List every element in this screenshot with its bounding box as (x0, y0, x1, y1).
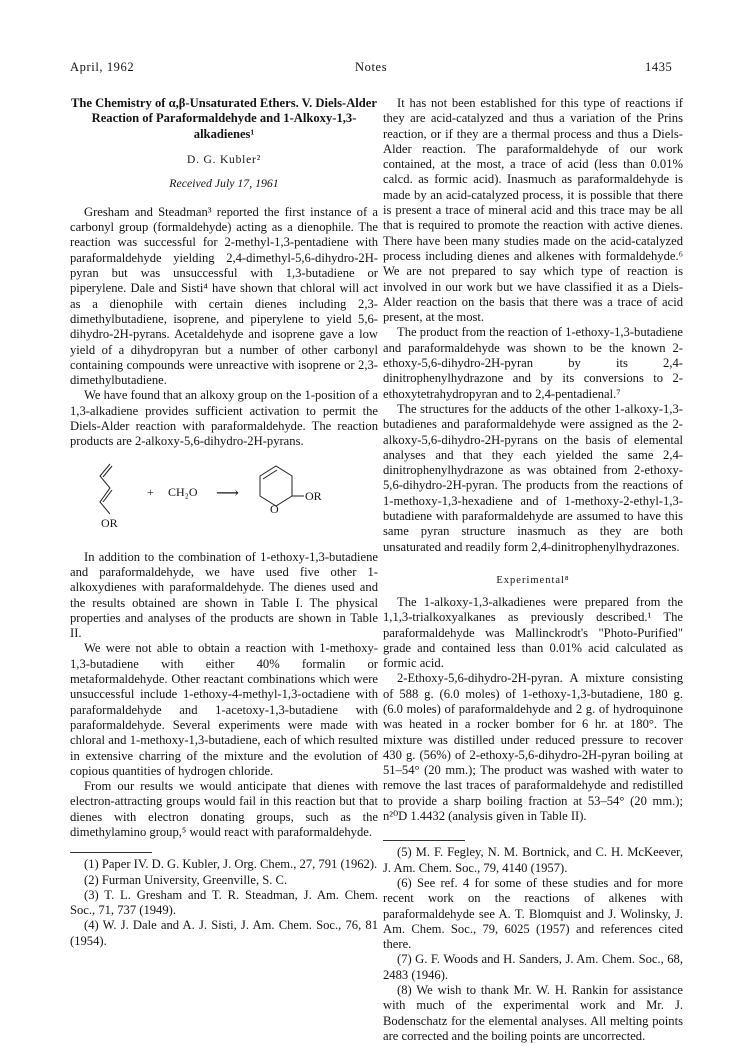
diene-substituent: OR (101, 515, 118, 530)
left-column (70, 96, 378, 949)
right-column (383, 96, 683, 1044)
header-left: April, 1962 (70, 60, 135, 74)
reaction-arrow: ⟶ (216, 484, 239, 502)
paragraph: It has not been established for this type of reactions if they are acid-catalyzed and thus a variation of the Prins reaction, or if they are a thermal process and thus a Diels-Alder reaction. The paraformaldehyde of our work contained, at the most, a trace of acid (less than 0.01% calcd. as formic acid). Inasmuch as paraformaldehyde is made by an acid-catalyzed process, it is possible that there is present a trace of mineral acid and this trace may be all that is required to promote the reaction with active dienes. There have been many studies made on the acid-catalyzed process including dienes and alkenes with formaldehyde.⁶ We are not prepared to say which type of reaction is involved in our work but we have classified it as a Diels-Alder reaction on the basis that there was a trace of acid present, at the most. (383, 96, 683, 325)
page-number: 1435 (645, 60, 673, 74)
footnote: (4) W. J. Dale and A. J. Sisti, J. Am. Chem. Soc., 76, 81 (1954). (70, 918, 378, 948)
paragraph: We were not able to obtain a reaction with 1-methoxy-1,3-butadiene with either 40% formalin or metaformaldehyde. Other reactant combinations which were unsuccessful include 1-ethoxy-4-methyl-1,3-octadiene with paraformaldehyde and 1-acetoxy-1,3-butadiene with paraformaldehyde. Several experiments were made with chloral and 1-methoxy-1,3-butadiene, each of which resulted in extensive charring of the mixture and the evolution of copious quantities of hydrogen chloride. (70, 641, 378, 778)
received-date: Received July 17, 1961 (169, 175, 279, 190)
footnote: (3) T. L. Gresham and T. R. Steadman, J. Am. Chem. Soc., 71, 737 (1949). (70, 887, 378, 918)
paragraph: The structures for the adducts of the other 1-alkoxy-1,3-butadienes and paraformaldehyde were assigned as the 2-alkoxy-5,6-dihydro-2H-pyrans on the basis of elemental analyses and that they each yielded the same 2,4-dinitrophenylhydrazone as was obtained from 2-ethoxy-5,6-dihydro-2H-pyran. The products from the reactions of 1-methoxy-1,3-hexadiene and of 1-methoxy-2-ethyl-1,3-butadiene with paraformaldehyde are assumed to have this same pyran structure inasmuch as they are both unsaturated and readily form 2,4-dinitrophenylhydrazones. (383, 401, 683, 554)
paragraph: The product from the reaction of 1-ethoxy-1,3-butadiene and paraformaldehyde was shown to be the known 2-ethoxy-5,6-dihydro-2H-pyran by its 2,4-dinitrophenylhydrazone and by its conversions to 2-ethoxytetrahydropyran and to 2,4-pentadienal.⁷ (383, 325, 683, 401)
footnote-rule (70, 852, 152, 853)
pyran-substituent: OR (305, 488, 322, 503)
paragraph: Gresham and Steadman³ reported the first instance of a carbonyl group (formaldehyde) acting as a dienophile. The reaction was successful for 2-methyl-1,3-pentadiene with paraformaldehyde yielding 2,4-dimethyl-5,6-dihydro-2H-pyran but was unsuccessful with 1,3-butadiene or piperylene. Dale and Sisti⁴ have shown that chloral will act as a dienophile with certain dienes including 2,3-dimethylbutadiene, isoprene, and piperylene to yield 5,6-dihydro-2H-pyrans. Acetaldehyde and isoprene gave a low yield of a dihydropyran but a number of other carbonyl containing compounds were unreactive with isoprene or 2,3-dimethylbutadiene. (70, 204, 378, 388)
article-title: The Chemistry of α,β-Unsaturated Ethers. V. Diels-Alder Reaction of Paraformaldehyde and 1-Alkoxy-1,3-alkadienes¹ (71, 96, 377, 141)
footnote: (5) M. F. Fegley, N. M. Bortnick, and C. H. McKeever, J. Am. Chem. Soc., 79, 4140 (1957). (383, 845, 683, 875)
footnote: (7) G. F. Woods and H. Sanders, J. Am. Chem. Soc., 68, 2483 (1946). (383, 952, 683, 982)
author: D. G. Kubler² (187, 153, 261, 166)
footnote: (1) Paper IV. D. G. Kubler, J. Org. Chem., 27, 791 (1962). (84, 857, 378, 872)
experimental-heading: Experimental⁸ (496, 574, 570, 586)
experimental-paragraph: The 1-alkoxy-1,3-alkadienes were prepared from the 1,1,3-trialkoxyalkanes as previously described.¹ The paraformaldehyde was Mallinckrodt's "Photo-Purified" grade and contained less than 0.01% acid calculated as formic acid. (383, 594, 683, 671)
reagent-formula: CH₂O (168, 484, 198, 499)
header-center: Notes (355, 60, 388, 74)
footnote: (6) See ref. 4 for some of these studies and for more recent work on the reactions of alkenes with paraformaldehyde see A. T. Blomquist and J. Wolinsky, J. Am. Chem. Soc., 79, 6025 (1957) and references cited there. (383, 875, 683, 952)
paragraph: We have found that an alkoxy group on the 1-position of a 1,3-alkadiene provides sufficient activation to permit the Diels-Alder reaction with paraformaldehyde. The reaction products are 2-alkoxy-5,6-dihydro-2H-pyrans. (70, 388, 378, 449)
paragraph: In addition to the combination of 1-ethoxy-1,3-butadiene and paraformaldehyde, we have used five other 1-alkoxydienes with paraformaldehyde. The dienes used and the results obtained are shown in Table I. The physical properties and analyses of the products are shown in Table II. (70, 549, 378, 641)
ring-oxygen: O (270, 501, 279, 516)
experimental-paragraph: 2-Ethoxy-5,6-dihydro-2H-pyran. A mixture consisting of 588 g. (6.0 moles) of 1-ethoxy-1,3-butadiene, 180 g. (6.0 moles) of paraformaldehyde and 2 g. of hydroquinone was heated in a rocker bomber for 6 hr. at 180°. The mixture was distilled under reduced pressure to recover 430 g. (56%) of 2-ethoxy-5,6-dihydro-2H-pyran boiling at 51–54° (20 mm.); The product was washed with water to remove the last traces of paraformaldehyde and redistilled to provide a sharp boiling fraction at 53–54° (20 mm.); n²⁰D 1.4432 (analysis given in Table II). (383, 671, 683, 824)
plus-sign: + (147, 484, 154, 499)
footnote: (8) We wish to thank Mr. W. H. Rankin for assistance with much of the experimental work and Mr. J. Bodenschatz for the elemental analyses. All melting points are corrected and the boiling points are uncorrected. (383, 983, 683, 1043)
reaction-scheme (70, 458, 378, 538)
footnote: (2) Furman University, Greenville, S. C. (84, 872, 288, 887)
paragraph: From our results we would anticipate that dienes with electron-attracting groups would fail in this reaction but that dienes with electron donating groups, such as the dimethylamino group,⁵ would react with paraformaldehyde. (70, 779, 378, 839)
footnote-rule (383, 840, 465, 841)
